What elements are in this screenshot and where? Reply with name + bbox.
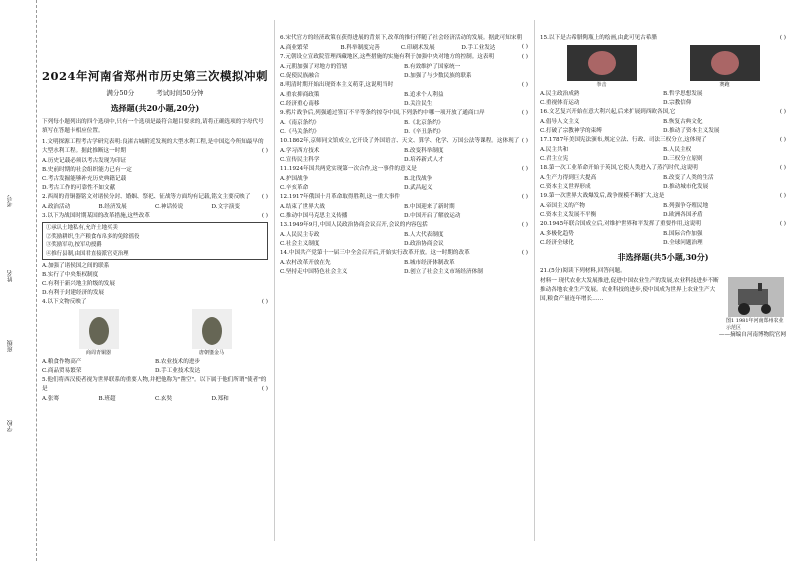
question-stem	[540, 164, 786, 173]
question-5	[42, 376, 268, 404]
answer-blank[interactable]: ( )	[261, 194, 268, 200]
option-d[interactable]: D.全球问题治理	[663, 240, 703, 246]
question-number: 7	[280, 54, 284, 60]
question-number-dot: .	[283, 54, 286, 60]
option-a[interactable]: A.结束了世界大战	[280, 204, 325, 210]
options	[42, 262, 268, 298]
question-text: 中国共产党第十一届三中全会召开后,开始实行改革开放。这一时期的改革	[288, 250, 470, 256]
question-2	[42, 193, 268, 212]
option-b[interactable]: B.人大代表制度	[404, 232, 444, 238]
question-12	[280, 193, 528, 221]
question-text: 西周的青铜器铭文对诸侯分封、婚姻、祭祀、征战等方面均有记载,铭文主要反映了	[47, 194, 251, 200]
option-a[interactable]: A.帝国主义的产物	[540, 203, 585, 209]
section-instructions: 下列每小题列出的四个选项中,只有一个选项是最符合题目要求的,请将正确选项的字母代号填写在答题卡相应位置。	[42, 119, 264, 134]
options	[280, 259, 528, 277]
options	[280, 63, 528, 81]
question-number: 8	[280, 82, 284, 88]
figure	[79, 309, 119, 356]
option-a[interactable]: A.护国战争	[280, 176, 309, 182]
option-c[interactable]: C.《马关条约》	[280, 129, 320, 135]
exam-meta	[42, 88, 268, 97]
option-d[interactable]: D.有利于封建经济的发展	[42, 290, 105, 296]
question-11	[280, 165, 528, 193]
question-stem	[280, 53, 528, 62]
column-3	[540, 34, 786, 551]
question-text: 文明探源工程考古学研究表明:良渚古城附近发现的大型水利工程,是中国迄今所知最早的大型水利工程。据此推断这一时期	[42, 139, 264, 154]
option-b[interactable]: B.追求个人利益	[404, 92, 444, 98]
option-c[interactable]: C.神话传说	[155, 204, 184, 210]
answer-blank[interactable]: ( )	[521, 44, 528, 50]
option-a[interactable]: A.生产力得到巨大提高	[540, 175, 597, 181]
question-stem	[280, 81, 528, 90]
option-d[interactable]: D.武昌起义	[404, 185, 433, 191]
question-text: 1924年国共两党实现第一次合作,这一事件的意义是	[288, 166, 417, 172]
question-number: 17	[540, 137, 548, 143]
question-number: 18	[540, 165, 548, 171]
options	[42, 395, 268, 404]
question-1	[42, 138, 268, 193]
question-text: 元朝设立宣政院管理西藏地区,这些措施的实施有利于加强中央对地方的控制。这表明	[285, 54, 495, 60]
question-text: 1945年联合国成立后,对维护世界和平发挥了重要作用,这说明	[548, 221, 701, 227]
option-b[interactable]: B.班超	[98, 396, 116, 402]
answer-blank[interactable]: ( )	[521, 222, 528, 228]
question-number-dot: .	[287, 194, 289, 200]
question-text: 鸦片战争后,列强通过签订不平等条约掠夺中国,下列条约中哪一项开放了通商口岸	[285, 110, 485, 116]
options	[540, 202, 786, 220]
figure	[690, 45, 760, 88]
question-stem	[540, 108, 786, 117]
option-d[interactable]: D.关注民生	[404, 101, 433, 107]
option-c[interactable]: C.资本主义发展不平衡	[540, 212, 597, 218]
question-text: 以下是古希腊陶瓶上的绘画,由此可见古希腊	[548, 35, 657, 41]
option-a[interactable]: A.学习西方技术	[280, 148, 320, 154]
option-a[interactable]: A.元朝加强了对地方的管辖	[280, 64, 348, 70]
question-number-dot: .	[45, 194, 48, 200]
option-d[interactable]: D.中国开启了解放运动	[404, 213, 461, 219]
question-stem	[42, 212, 268, 221]
question-number: 1	[42, 139, 46, 145]
col3-questions	[540, 34, 786, 248]
vase-painting-icon	[567, 45, 637, 81]
option-d[interactable]: D.手工业发达	[461, 45, 496, 51]
material-line: ③奖励军功,按军功授爵	[46, 242, 102, 248]
question-number-dot: .	[283, 82, 286, 88]
question-stem	[540, 136, 786, 145]
options	[280, 44, 522, 53]
answer-blank[interactable]: ( )	[261, 299, 268, 305]
question-number: 12	[280, 194, 288, 200]
question-text: 他们将西汉使者视为世界联系的重要人物,并把他称为"凿空"。以下属于他们所谓"使者"的是	[42, 377, 267, 392]
question-text: 1787年美国宪法颁布,规定立法、行政、司法三权分立,这体现了	[548, 137, 707, 143]
option-b[interactable]: B.有效维护了国家统一	[404, 64, 461, 70]
question-number: 14	[280, 250, 288, 256]
options	[540, 230, 786, 248]
options	[42, 358, 268, 376]
question-13	[280, 221, 528, 249]
question-8	[280, 81, 528, 109]
answer-blank[interactable]: ( )	[521, 54, 528, 60]
option-a[interactable]: A.农村改革开放在先	[280, 260, 331, 266]
binding-strip	[0, 0, 37, 561]
option-a[interactable]: A.张骞	[42, 396, 60, 402]
option-d[interactable]: D.《辛丑条约》	[404, 129, 444, 135]
answer-blank[interactable]: ( )	[521, 194, 528, 200]
question-stem	[280, 193, 528, 202]
question-text: 明清时期开始出现资本主义萌芽,这说明当时	[285, 82, 394, 88]
question-number-dot: .	[45, 139, 48, 145]
question-text: 1862年,京师同文馆成立,它开设了外国语言、天文、算学、化学、万国公法等课程。这体现了	[288, 138, 520, 144]
options	[280, 91, 528, 109]
tractor-photo-icon	[728, 277, 784, 317]
option-a[interactable]: A.《南京条约》	[280, 120, 320, 126]
question-stem	[540, 220, 786, 229]
option-b[interactable]: B.实行了中央集权制度	[42, 272, 99, 278]
option-b[interactable]: B.史前时期的社会组织能力已有一定	[42, 167, 132, 173]
question-7	[280, 53, 528, 81]
question-14	[280, 249, 528, 277]
figure	[192, 309, 232, 356]
question-number-dot: .	[283, 110, 286, 116]
answer-blank[interactable]: ( )	[521, 138, 528, 144]
option-d[interactable]: D.推动城市化发展	[663, 184, 709, 190]
option-a[interactable]: A.民主政治成熟	[540, 91, 580, 97]
option-a[interactable]: A.民主共和	[540, 147, 569, 153]
figure-shape	[202, 317, 222, 345]
figure-1	[726, 277, 786, 331]
figure-caption: 拳击	[596, 82, 607, 88]
question-stem	[280, 109, 528, 118]
question-number: 16	[540, 109, 548, 115]
material-source: ——摘编自河南博物院官网	[718, 332, 786, 338]
binding-label-name: 姓名	[7, 270, 14, 282]
question-21: 21.(5分)阅读下列材料,回答问题。	[540, 268, 626, 274]
answer-blank[interactable]: ( )	[521, 82, 528, 88]
figure-shape	[89, 317, 109, 345]
answer-blank[interactable]: ( )	[779, 193, 786, 199]
section-heading-choice: 选择题(共20小题,20分)	[110, 103, 200, 113]
question-21-body	[540, 277, 786, 331]
option-b[interactable]: B.中国迎来了新时期	[404, 204, 455, 210]
option-a[interactable]: A.粮食作物高产	[42, 359, 82, 365]
option-a[interactable]: A.倡导人文主义	[540, 119, 580, 125]
question-number-dot: .	[287, 166, 289, 172]
figure-caption: 赛跑	[719, 82, 730, 88]
option-d[interactable]: D.宗教信仰	[663, 100, 692, 106]
question-number-dot: .	[283, 35, 286, 41]
figure-caption: 唐朝鎏金马	[198, 350, 224, 356]
question-6	[280, 34, 528, 53]
option-d[interactable]: D.三权分立原则	[663, 156, 703, 162]
figure-shape	[588, 51, 616, 75]
option-d[interactable]: D.推动了资本主义发展	[663, 128, 720, 134]
answer-blank[interactable]: ( )	[779, 109, 786, 115]
question-text: 第一次世界大战爆发后,战争规模不断扩大,这是	[548, 193, 665, 199]
option-b[interactable]: B.经济发展	[98, 204, 127, 210]
option-a[interactable]: A.重农抑商政策	[280, 92, 320, 98]
binding-label-id: 考号	[7, 195, 14, 207]
option-b[interactable]: B.《北京条约》	[404, 120, 444, 126]
option-c[interactable]: C.重视体育运动	[540, 100, 580, 106]
options	[280, 119, 528, 137]
option-c[interactable]: C.辛亥革命	[280, 185, 309, 191]
material-1: 材料一 现代农业大发展推进,促进中国农业生产的发展,农业科技进步不断推动各地农业生产发展。农业科技的进步,使中国成为世界上农业生产大国,粮食产量连年增长……	[540, 278, 719, 302]
question-18	[540, 164, 786, 192]
option-d[interactable]: D.创立了社会主义市场经济体制	[404, 269, 483, 275]
options	[42, 157, 268, 193]
figure-shape	[711, 51, 739, 75]
col2-questions	[280, 34, 528, 277]
question-number: 11	[280, 166, 288, 172]
question-10	[280, 137, 528, 165]
figure	[567, 45, 637, 88]
option-b[interactable]: B.北伐战争	[404, 176, 433, 182]
question-stem	[42, 376, 268, 394]
question-number: 6	[280, 35, 284, 41]
question-20	[540, 220, 786, 248]
option-b[interactable]: B.列强争夺殖民地	[663, 203, 709, 209]
options	[280, 175, 528, 193]
question-text: 1917年俄国十月革命取得胜利,这一重大事件	[288, 194, 401, 200]
options	[540, 118, 786, 136]
option-c[interactable]: C.商品贸易繁荣	[42, 368, 82, 374]
question-number-dot: .	[547, 165, 549, 171]
question-4	[42, 298, 268, 376]
option-d[interactable]: D.欧洲各国矛盾	[663, 212, 703, 218]
option-d[interactable]: D.手工业技术发达	[155, 368, 201, 374]
question-number: 2	[42, 194, 46, 200]
options	[540, 90, 786, 108]
question-16	[540, 108, 786, 136]
question-number-dot: .	[45, 377, 48, 383]
option-c[interactable]: C.坚持走中国特色社会主义	[280, 269, 348, 275]
option-c[interactable]: C.推动中国马克思主义传播	[280, 213, 348, 219]
artifact-icon	[79, 309, 119, 349]
option-a[interactable]: A.商业繁荣	[280, 45, 309, 51]
question-21-head: (5分)阅读下列材料,回答问题。	[548, 268, 626, 274]
question-text: 第一次工业革命开始于英国,它使人类进入了蒸汽时代,这说明	[548, 165, 698, 171]
option-c[interactable]: C.考古发掘能够补充历史典籍记载	[42, 176, 127, 182]
artifact-icon	[192, 309, 232, 349]
question-number-dot: .	[547, 35, 549, 41]
col1-questions	[42, 138, 268, 404]
answer-blank[interactable]: ( )	[779, 35, 786, 41]
question-number: 19	[540, 193, 548, 199]
question-text: 宋代官方的经济政策在获得进展的背景下,改革的推行伴随了社会经济活动的发展。据此可知宋朝	[285, 35, 523, 41]
option-b[interactable]: B.城市经济体制改革	[404, 260, 455, 266]
question-text: 文艺复兴开始在意大利兴起,后来扩展到西欧各国,它	[548, 109, 676, 115]
question-number-dot: .	[547, 109, 549, 115]
question-number-dot: .	[547, 137, 549, 143]
column-divider	[274, 20, 275, 541]
question-19	[540, 192, 786, 220]
option-b[interactable]: B.人民主权	[663, 147, 692, 153]
answer-blank[interactable]: ( )	[779, 221, 786, 227]
option-d[interactable]: D.考古工作的可靠性不如文献	[42, 185, 116, 191]
question-number: 15	[540, 35, 548, 41]
option-c[interactable]: C.促使民族融合	[280, 73, 320, 79]
option-c[interactable]: C.经济重心南移	[280, 101, 320, 107]
material-line: ④推行县制,由国君直接派官吏治理	[46, 250, 129, 257]
column-1	[42, 30, 268, 551]
full-score: 满分50分	[106, 89, 135, 97]
question-3	[42, 212, 268, 298]
question-17	[540, 136, 786, 164]
question-9	[280, 109, 528, 137]
answer-blank[interactable]: ( )	[779, 165, 786, 171]
column-2	[280, 34, 528, 551]
option-b[interactable]: B.哲学思想发展	[663, 91, 703, 97]
answer-blank[interactable]: ( )	[261, 213, 268, 219]
options	[540, 146, 786, 164]
question-number-dot: .	[287, 138, 289, 144]
question-number: 4	[42, 299, 46, 305]
question-number: 21	[540, 268, 548, 274]
figure-row	[540, 45, 786, 88]
answer-blank[interactable]: ( )	[521, 250, 528, 256]
binding-label-school: 学校	[7, 420, 14, 432]
question-stem	[280, 221, 528, 230]
option-b[interactable]: B.农业技术的进步	[155, 359, 201, 365]
option-a[interactable]: A.历史记载必须以考古发现为印证	[42, 158, 127, 164]
option-a[interactable]: A.政治活动	[42, 204, 71, 210]
option-c[interactable]: C.有利于新兴地主阶级的发展	[42, 281, 115, 287]
material-line: ②奖励耕织,生产粮食布帛多的免除徭役	[46, 233, 140, 240]
question-number-dot: .	[45, 213, 48, 219]
question-number: 5	[42, 377, 46, 383]
question-15	[540, 34, 786, 108]
option-c[interactable]: C.印刷术发展	[400, 45, 435, 51]
option-c[interactable]: C.玄奘	[155, 396, 173, 402]
question-stem	[42, 193, 268, 202]
option-c[interactable]: C.经济全球化	[540, 240, 574, 246]
question-number-dot: .	[287, 250, 289, 256]
option-b[interactable]: B.改变科举制度	[404, 148, 444, 154]
question-text: 以下文物反映了	[47, 299, 87, 305]
question-number-dot: .	[547, 221, 549, 227]
option-c[interactable]: C.君主立宪	[540, 156, 569, 162]
option-a[interactable]: A.多极化趋势	[540, 231, 574, 237]
exam-title: 2024年河南省郑州市历史第三次模拟冲刺	[42, 69, 268, 83]
material-box	[42, 222, 268, 260]
question-text: 1949年9月,中国人民政治协商会议召开,会议的内容包括	[288, 222, 428, 228]
options	[42, 203, 268, 212]
question-stem	[280, 249, 528, 258]
binding-label-class: 班级	[7, 340, 14, 352]
column-divider	[534, 20, 535, 541]
figure-caption: 商周青铜器	[85, 350, 111, 356]
options	[280, 231, 528, 249]
option-b[interactable]: B.恢复古典文化	[663, 119, 703, 125]
question-stem	[42, 298, 268, 307]
answer-blank[interactable]: ( )	[261, 148, 268, 154]
option-b[interactable]: B.改变了人类的生活	[663, 175, 714, 181]
answer-blank[interactable]: ( )	[779, 137, 786, 143]
option-d[interactable]: D.郑和	[211, 396, 229, 402]
question-number-dot: .	[547, 193, 549, 199]
exam-time: 考试时间50分钟	[156, 89, 204, 97]
question-number: 10	[280, 138, 288, 144]
option-d[interactable]: D.培养新式人才	[404, 157, 444, 163]
option-a[interactable]: A.加强了诸侯国之间的联系	[42, 263, 110, 269]
option-c[interactable]: C.宣传民主科学	[280, 157, 320, 163]
question-number: 13	[280, 222, 288, 228]
question-stem	[280, 165, 528, 174]
question-stem	[540, 192, 786, 201]
answer-blank[interactable]: ( )	[521, 166, 528, 172]
options	[540, 174, 786, 192]
option-b[interactable]: B.国际合作加强	[663, 231, 703, 237]
option-d[interactable]: D.文字演变	[211, 204, 240, 210]
options	[280, 203, 528, 221]
material-line: ①承认土地私有,允许土地买卖	[46, 225, 118, 231]
option-d[interactable]: D.加强了与少数民族的联系	[404, 73, 472, 79]
option-c[interactable]: C.社会主义制度	[280, 241, 320, 247]
section-heading-nonchoice: 非选择题(共5小题,30分)	[617, 252, 709, 262]
answer-blank[interactable]: ( )	[261, 386, 268, 392]
answer-blank[interactable]: ( )	[521, 110, 528, 116]
option-b[interactable]: B.科举制度完善	[340, 45, 380, 51]
question-number-dot: .	[45, 299, 48, 305]
option-d[interactable]: D.政治协商会议	[404, 241, 444, 247]
vase-painting-icon	[690, 45, 760, 81]
question-stem	[280, 137, 528, 146]
option-c[interactable]: C.资本主义世界形成	[540, 184, 591, 190]
question-text: 以下为战国时期某国的改革措施,这些改革	[47, 213, 150, 219]
option-c[interactable]: C.打破了宗教神学的束缚	[540, 128, 602, 134]
question-number-dot: .	[287, 222, 289, 228]
question-stem	[42, 138, 268, 156]
question-number: 3	[42, 213, 46, 219]
figure-row	[42, 309, 268, 356]
options	[280, 147, 528, 165]
option-a[interactable]: A.人民民主专政	[280, 232, 320, 238]
question-number: 9	[280, 110, 284, 116]
question-number: 20	[540, 221, 548, 227]
figure-1-caption: 图1 1981年河南郑州农业示范区	[726, 318, 784, 331]
question-stem	[540, 34, 786, 43]
